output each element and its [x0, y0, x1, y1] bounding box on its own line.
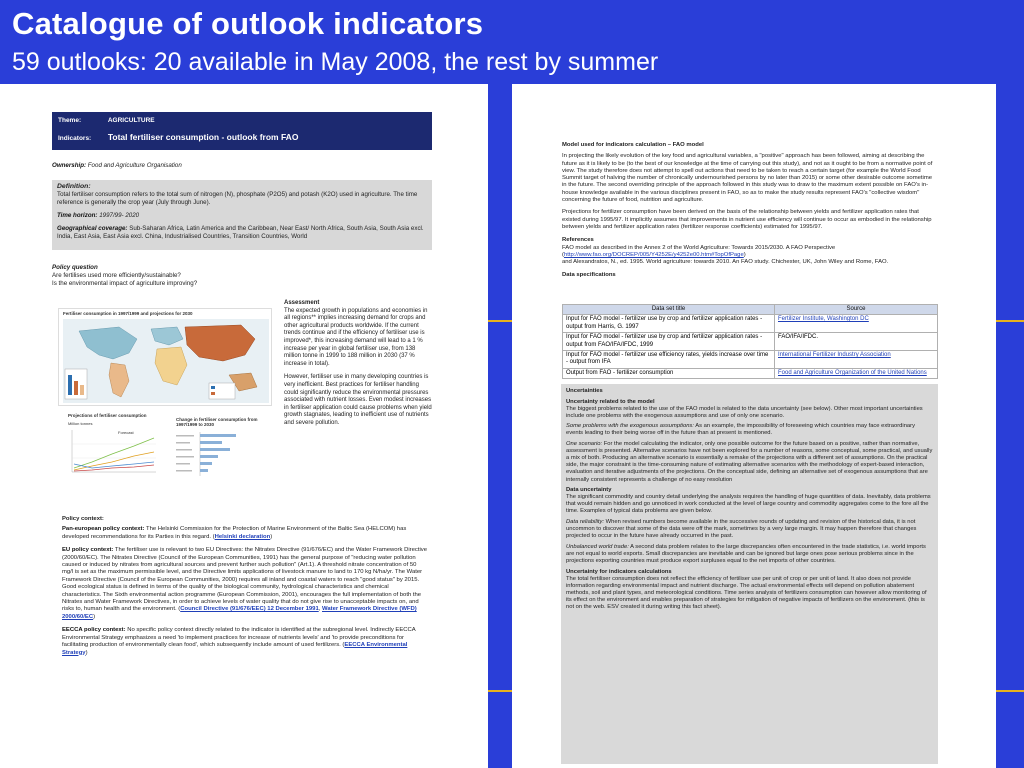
- policy-context-block: Policy context: Pan-european policy context: The Helsinki Commission for the Protection of Marine Environment of the Baltic Sea (HELCOM) has developed recommendations for its Parties in this regard. (Helsinki declaration) EU policy context: The fertiliser use is relevant to two EU Directives: the Nitrates Directive (91/676/EC) and the Water Framework Directive (2000/60/EC). The Nitrates Directive (Council of the European Communities, 1991) has the general purpose of "reducing water pollution caused or induced by nitrates from agricultural sources and prevent further such pollution" (Art.1). A threshold nitrate concentration of 50 mg/l is set as the maximum permissible level, and the Directive limits applications of livestock manure to land to 170 kg N/ha/yr. The Water Framework Directive (Council of the European Communities, 2000) requires all inland and coastal waters to reach "good status" by 2015. Good ecological status is defined in terms of the quality of the biological community, hydrological characteristics and chemical characteristics. The Sixth environmental action programme (European Commission, 2001), encourages the full implementation of both the Nitrates and Water Framework Directives, in order to achieve levels of water quality that do not give rise to unacceptable impacts on, and risks to, human health and the environment. (Council Directive (91/676/EEC) 12 December 1991, Water Framework Directive (WFD) 2000/60/EC) EECCA policy context: No specific policy context directly related to the indicator is identified at the subregional level. Indirectly EECCA Environmental Strategy emphasizes a need 'to implement practices for increase of nutrients levels' and 'to provide preconditions for facilitating production of environmentally clean food', which subsequently include amount of used fertilizers. (EECCA Environmental Strategy): [62, 516, 428, 656]
- references-heading: References: [562, 237, 594, 244]
- world-map-graphic: [59, 309, 273, 407]
- change-chart-title: Change in fertiliser consumption from 1997/1999 to 2030: [176, 417, 258, 427]
- table-row: [563, 333, 938, 351]
- geo-coverage-label: Geographical coverage:: [57, 225, 128, 233]
- table-cell-source-link[interactable]: Fertilizer Institute, Washington DC: [778, 316, 869, 323]
- model-paragraph-2: Projections for fertilizer consumption have been derived on the basis of the relationship between yields and fertilizer application rates that existed during 1995/97. It implicitly assumes that improvements in nutrient use efficiency will continue to occur as embodied in the relationship between yields and fertilizer application rates (fertilizer response coefficients) estimated for 1995/97.: [562, 209, 932, 230]
- map-title: Fertiliser consumption in 1997/1999 and projections for 2030: [63, 311, 193, 316]
- indicator-uncert-heading: Uncertainty for indicators calculations: [566, 568, 672, 575]
- table-cell-source: FAO/IFA/IFDC.: [775, 333, 938, 351]
- water-framework-directive-link[interactable]: Water Framework Directive (WFD) 2000/60/EC: [62, 606, 417, 620]
- unbalanced-trade-label: Unbalanced world trade:: [566, 543, 629, 550]
- table-header-source: Source: [775, 305, 938, 315]
- table-cell-source-link[interactable]: Food and Agriculture Organization of the United Nations: [778, 369, 927, 376]
- eu-label: EU policy context:: [62, 547, 114, 554]
- one-scenario-label: One scenario:: [566, 441, 603, 448]
- proj-chart-title: Projections of fertiliser consumption: [68, 413, 147, 418]
- model-heading: Model used for indicators calculation – FAO model: [562, 142, 704, 148]
- fact-sheet-page-left: [44, 100, 444, 768]
- model-block: Model used for indicators calculation – FAO model In projecting the likely evolution of the key food and agricultural variables, a "positive" approach has been followed, aiming at describing the future as it is likely to be (to the best of our knowledge at the time of carrying out this study), and not as it ought to be from a normative point of view. The study therefore does not attempt to spell out actions that need to be taken to reach a certain target (for example the World Food Summit target of halving the number of chronically undernourished persons by no later than 2015) or some other desirable outcome sometime in the future. The second overriding principle of the approach followed in this study was to draw to the maximum extent possible on FAO's in-house knowledge available in the various disciplines present in FAO, so as to make the study results represent FAO's "collective wisdom" concerning the future of food, nutrition and agriculture. Projections for fertilizer consumption have been derived on the basis of the relationship between yields and fertilizer application rates that existed during 1995/97. It implicitly assumes that improvements in nutrient use efficiency will continue to occur as embodied in the relationship between yields and fertilizer application rates (fertilizer response coefficients) estimated for 1995/97. References FAO model as described in the Annex 2 of the World Agriculture: Towards 2015/2030. A FAO Perspective (http://www.fao.org/DOCREP/005/Y4252E/y4252e00.htm#TopOfPage) and Alexandratos, N., ed. 1995. World agriculture: towards 2010. An FAO study. Chichester, UK, John Wiley and Rome, FAO. Data specifications: [562, 142, 938, 280]
- definition-box: [52, 180, 432, 250]
- proj-chart-forecast-label: Forecast: [118, 430, 134, 435]
- ownership-label: Ownership:: [52, 162, 87, 169]
- model-paragraph-1: In projecting the likely evolution of the key food and agricultural variables, a "positive" approach has been followed, aiming at describing the future as it is likely to be (to the best of our knowledge at the time of carrying out this study), and not as it ought to be from a normative point of view. The study therefore does not attempt to spell out actions that need to be taken to reach a certain target (for example the World Food Summit target of halving the number of chronically undernourished persons by no later than 2015) or some other desirable outcome sometime in the future. The second overriding principle of the approach followed in this study was to draw to the maximum extent possible on FAO's in-house knowledge available in the various disciplines present in FAO, so as to make the study results represent FAO's "collective wisdom" concerning the future of food, nutrition and agriculture.: [562, 153, 933, 204]
- theme-value: AGRICULTURE: [107, 117, 155, 124]
- uncert-model-text: The biggest problems related to the use of the FAO model is related to the data uncertainty (see below). Other most important uncertainties include one problems with the exogenous assumptions and use of only one scenario.: [566, 405, 923, 419]
- gold-accent-line: [996, 320, 1024, 322]
- paneuro-label: Pan-european policy context:: [62, 526, 145, 533]
- time-horizon-label: Time horizon:: [57, 212, 98, 220]
- right-blue-strip: [996, 0, 1024, 768]
- table-cell-source-link[interactable]: International Fertilizer Industry Association: [778, 352, 891, 359]
- data-reliability-label: Data reliability:: [566, 519, 605, 525]
- table-row: [563, 315, 938, 333]
- eecca-label: EECCA policy context:: [62, 627, 126, 634]
- exogenous-label: Some problems with the exogenous assumptions:: [566, 423, 694, 430]
- policy-question-2: Is the environmental impact of agriculture improving?: [52, 279, 198, 287]
- table-row: [563, 351, 938, 369]
- projections-line-chart: [64, 412, 164, 486]
- policy-question-label: Policy question: [52, 264, 98, 271]
- definition-text: Total fertiliser consumption refers to the total sum of nitrogen (N), phosphate (P2O5) and potash (K2O) used in agriculture. The time reference is generally the crop year (July through June).: [57, 190, 418, 206]
- policy-question-1: Are fertilises used more efficiently/sustainable?: [52, 271, 181, 279]
- policy-context-label: Policy context:: [62, 516, 104, 522]
- theme-label: Theme:: [58, 117, 82, 124]
- table-cell-title: Input for FAO model - fertilizer use by crop and fertilizer application rates - output from FAO/IFA/IFDC, 1999: [563, 333, 775, 351]
- uncertainties-heading: Uncertainties: [566, 388, 603, 394]
- data-reliability-text: When revised numbers become available in the successive rounds of updating and revision of the historical data, it is not uncommon to discover that some of the data were off the mark, sometimes by a very large margin. It may happen therefore that changes projected to occur in the future have already occurred in the past.: [566, 519, 917, 540]
- uncertainties-box: [561, 384, 938, 764]
- exogenous-text: As an example, the impossibility of foreseeing which countries may face extraordinary events leading to their being worse off in the future than at present is mentioned.: [566, 423, 915, 437]
- gold-accent-line: [996, 690, 1024, 692]
- uncert-model-heading: Uncertainty related to the model: [566, 398, 655, 405]
- indicator-uncert-text: The total fertiliser consumption does not reflect the efficiency of fertiliser use per unit of crop or per unit of land. It also does not provide information regarding environmental impact and nutrient discharge. The actual environmental effects will depend on pollution abatement methods, soil and plant types, and meteorological conditions. Time series analysis of fertilizers consumption can however allow monitoring of its effect on the environment and enables preparation of strategies for mitigation of negative impacts of fertilizers on the environment. (this is not on the web. ESV created it during writing this fact sheet).: [566, 575, 927, 611]
- indicators-value: Total fertiliser consumption - outlook from FAO: [107, 132, 299, 142]
- table-header-row: [563, 305, 938, 315]
- slide-subtitle: 59 outlooks: 20 available in May 2008, the rest by summer: [12, 48, 659, 76]
- table-row: [563, 368, 938, 378]
- eecca-text: No specific policy context directly related to the indicator is identified at the subregional level. Indirectly EECCA Environmental Strategy emphasizes a need 'to implement practices for increase of nutrients levels' and 'to provide preconditions for facilitating production of environmentally clean food', which subsequently include amount of used fertilizers. (: [62, 627, 416, 649]
- table-cell-title: Input for FAO model - fertilizer use efficiency rates, yields increase over time - output from IFA: [563, 351, 775, 369]
- center-blue-band: [488, 84, 512, 768]
- change-bar-chart: [172, 416, 272, 482]
- geo-coverage-value: Sub-Saharan Africa, Latin America and the Caribbean, Near East/ North Africa, South Asia, South Asia excl. India, East Asia, East Asia excl. China, Industrialised Countries, Transition Countries, World: [57, 225, 424, 240]
- data-spec-heading: Data specifications: [562, 272, 616, 279]
- assessment-paragraph-2: However, fertiliser use in many developing countries is very inefficient. Best practices for fertiliser handling could significantly reduce the environmental pressures associated with nutrient losses. Even modest increases in fertiliser application could cause problems when yield growth stagnates, leading to inefficient use of nutrients and severe pollution.: [284, 374, 432, 426]
- eu-text: The fertiliser use is relevant to two EU Directives: the Nitrates Directive (91/676/EC) and the Water Framework Directive (2000/60/EC). The Nitrates Directive (Council of the European Communities, 1991) has the general purpose of "reducing water pollution caused or induced by nitrates from agricultural sources and prevent further such pollution" (Art.1). A threshold nitrate concentration of 50 mg/l is set as the maximum permissible level, and the Directive limits applications of livestock manure to land to 170 kg N/ha/yr. The Water Framework Directive (Council of the European Communities, 2000) requires all inland and coastal waters to reach "good status" by 2015. Good ecological status is defined in terms of the quality of the biological community, hydrological characteristics and chemical characteristics. The Sixth environmental action programme (European Commission, 2001), encourages the full implementation of both the Nitrates and Water Framework Directives, in order to achieve levels of water quality that do not give rise to unacceptable impacts on, and risks to, human health and the environment. (: [62, 547, 428, 613]
- ownership-value: Food and Agriculture Organisation: [87, 162, 182, 169]
- policy-question-block: [52, 264, 432, 287]
- assessment-label: Assessment: [284, 300, 320, 306]
- helsinki-declaration-link[interactable]: Helsinki declaration: [214, 533, 271, 540]
- reference-2: and Alexandratos, N., ed. 1995. World agriculture: towards 2010. An FAO study. Chichester, UK, John Wiley and Rome, FAO.: [562, 259, 889, 266]
- eecca-strategy-link[interactable]: EECCA Environmental Strategy: [62, 642, 408, 656]
- table-cell-title: Output from FAO - fertilizer consumption: [563, 368, 775, 378]
- unbalanced-trade-text: A second data problem relates to the large discrepancies often encountered in the trade statistics, i.e. world imports are not equal to world exports. Small discrepancies are inevitable and can be ignored but large ones pose serious problems since in the projections exporting countries must produce export surpluses equal to the net imports of other countries.: [566, 543, 926, 564]
- nitrates-directive-link[interactable]: Council Directive (91/676/EEC) 12 December 1991: [180, 606, 319, 613]
- definition-label: Definition:: [57, 183, 91, 190]
- change-chart-plot: [172, 416, 272, 482]
- time-horizon-value: 1997/99- 2020: [99, 212, 140, 220]
- data-uncert-heading: Data uncertainty: [566, 487, 612, 494]
- table-cell-title: Input for FAO model - fertilizer use by crop and fertilizer application rates - output from Harris, G. 1997: [563, 315, 775, 333]
- fertiliser-world-map-image: [58, 308, 272, 406]
- slide-title: Catalogue of outlook indicators: [12, 6, 484, 41]
- proj-chart-unit: Million tonnes: [68, 421, 93, 426]
- fao-reference-link[interactable]: http://www.fao.org/DOCREP/005/Y4252E/y4252e00.htm#TopOfPage: [563, 251, 744, 258]
- gold-accent-line: [488, 320, 512, 322]
- assessment-block: [284, 300, 434, 428]
- assessment-paragraph-1: The expected growth in populations and economies in all regions** implies increasing demand for crops and other agricultural products worldwide. If the current trends continue and if the efficiency of fertiliser use is improved*, this increasing demand will lead to a 1 % increase per year in global fertiliser use, from 138 million tonne in 1999 to 188 million in 2030 (37 % increase in total).: [284, 307, 428, 367]
- one-scenario-text: For the model calculating the indicator, only one possible outcome for the future based on a positive, rather than normative, assessment is presented. Alternative scenarios have not been explored for a number of reasons, some conceptual, some practical, and usually a mix of both. Producing an alternative scenario is essentially a remake of the projections with a different set of assumptions. On the practical side, the major constraint is the time-consuming nature of estimating alternative scenarios with the methodology of expert-based interaction, evaluation and iterative adjustments of the projections. On the conceptual side, defining an alternative set of exogenous assumptions that are internally consistent represents a challenge of no easy resolution: [566, 441, 933, 483]
- data-specifications-table: [562, 304, 938, 379]
- proj-chart-plot: [64, 412, 164, 486]
- indicators-label: Indicators:: [58, 135, 92, 142]
- reference-1: FAO model as described in the Annex 2 of the World Agriculture: Towards 2015/2030. A FAO Perspective: [562, 244, 836, 251]
- ownership-line: [52, 162, 182, 170]
- theme-header-box: [52, 112, 432, 150]
- paneuro-text: The Helsinki Commission for the Protection of Marine Environment of the Baltic Sea (HELCOM) has developed recommendations for its Parties in this regard. (: [62, 526, 407, 540]
- data-uncert-text: The significant commodity and country detail underlying the analysis requires the handling of huge quantities of data. Inevitably, data problems that would remain hidden and go unnoticed in work conducted at the level of large country and commodity aggregates come to the fore all the time. Examples of typical data problems are given below.: [566, 494, 931, 515]
- gold-accent-line: [488, 690, 512, 692]
- table-header-title: Data set title: [563, 305, 775, 315]
- fact-sheet-page-right: [512, 88, 996, 768]
